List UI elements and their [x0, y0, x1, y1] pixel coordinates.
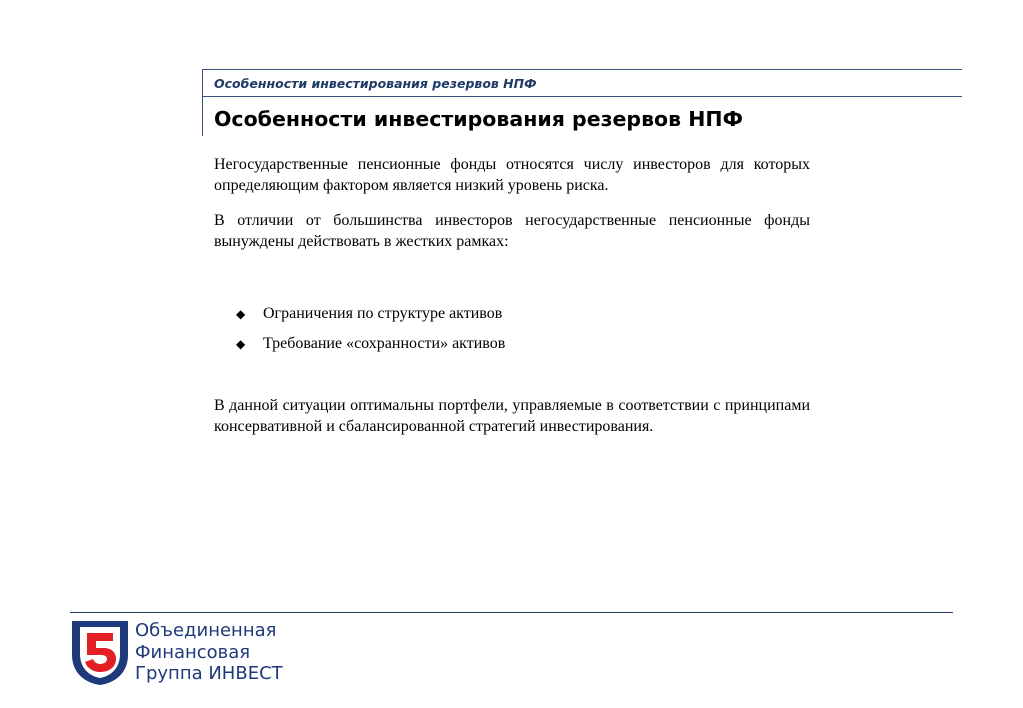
- logo-line: Финансовая: [135, 641, 251, 663]
- company-logo-text: [135, 620, 283, 685]
- paragraph-intro: Негосударственные пенсионные фонды относятся числу инвесторов для которых определяющим фактором является низкий уровень риска.: [214, 156, 810, 194]
- page-title: Особенности инвестирования резервов НПФ: [214, 107, 743, 131]
- list-item-text: Ограничения по структуре активов: [263, 305, 503, 322]
- header-subtitle: Особенности инвестирования резервов НПФ: [214, 76, 537, 91]
- diamond-bullet-icon: ◆: [236, 337, 246, 351]
- header-left-rule: [202, 69, 203, 136]
- ofg-invest-logo-icon: [72, 621, 128, 685]
- logo-line: Группа ИНВЕСТ: [135, 663, 283, 684]
- footer-rule: [70, 612, 953, 613]
- paragraph-constraints: В отличии от большинства инвесторов негосударственные пенсионные фонды вынуждены действовать в жестких рамках:: [214, 212, 810, 250]
- paragraph-conclusion: В данной ситуации оптимальны портфели, управляемые в соответствии с принципами консервативной и сбалансированной стратегий инвестирования.: [214, 397, 810, 435]
- list-item-text: Требование «сохранности» активов: [263, 335, 506, 352]
- logo-line: Объединенная: [135, 620, 277, 641]
- diamond-bullet-icon: ◆: [236, 307, 246, 321]
